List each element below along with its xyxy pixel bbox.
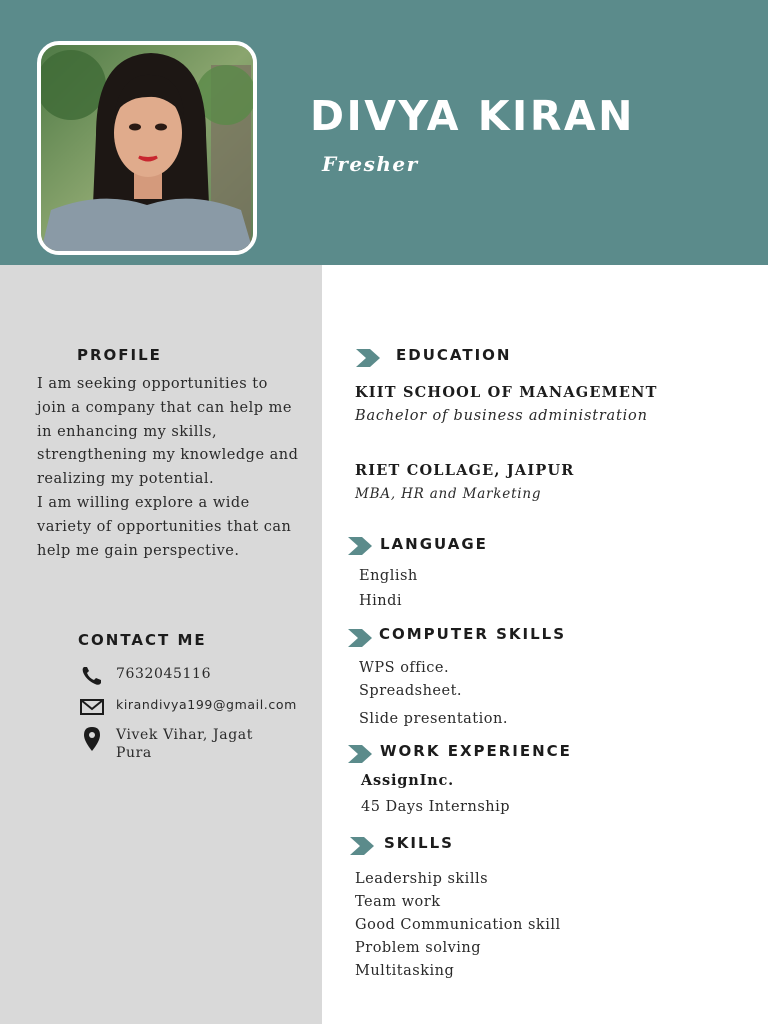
profile-line: help me gain perspective. [37,542,240,559]
work-experience-heading: WORK EXPERIENCE [380,742,572,760]
skill-item: Team work [355,894,441,910]
profile-line: realizing my potential. [37,471,215,488]
education-heading: EDUCATION [396,346,512,364]
education-degree: MBA, HR and Marketing [355,486,542,502]
chevron-right-icon [348,629,374,647]
profile-photo [37,41,257,255]
address [116,726,253,762]
skill-item: Leadership skills [355,871,489,887]
mail-icon [80,696,104,718]
language-heading: LANGUAGE [380,535,488,553]
profile-line: in enhancing my skills, [37,423,218,440]
chevron-right-icon [356,349,382,367]
language-item: Hindi [359,593,403,609]
contact-email [80,696,297,718]
language-item: English [359,568,418,584]
address-line: Vivek Vihar, Jagat [116,727,253,743]
education-school: RIET COLLAGE, JAIPUR [355,462,575,479]
phone-number[interactable]: 7632045116 [116,666,212,682]
education-degree: Bachelor of business administration [355,408,648,424]
computer-skill-item: Spreadsheet. [359,683,463,699]
contact-heading: CONTACT ME [78,631,207,649]
phone-icon [80,665,104,687]
computer-skill-item: WPS office. [359,660,450,676]
skill-item: Problem solving [355,940,482,956]
email-address[interactable]: kirandivya199@gmail.com [116,697,297,712]
chevron-right-icon [348,745,374,763]
profile-line: variety of opportunities that can [37,518,292,535]
computer-skills-heading: COMPUTER SKILLS [379,625,567,643]
computer-skill-item: Slide presentation. [359,711,508,727]
education-school: KIIT SCHOOL OF MANAGEMENT [355,384,658,401]
profile-line: strengthening my knowledge and [37,447,299,464]
contact-phone [80,665,211,687]
candidate-name: DIVYA KIRAN [310,92,635,140]
skill-item: Multitasking [355,963,455,979]
contact-address [80,726,253,762]
chevron-right-icon [348,537,374,555]
profile-text [37,373,315,563]
chevron-right-icon [350,837,376,855]
work-detail: 45 Days Internship [361,799,511,815]
profile-line: I am seeking opportunities to [37,376,268,392]
profile-line: I am willing explore a wide [37,494,250,511]
candidate-role: Fresher [322,152,419,176]
skills-heading: SKILLS [384,834,454,852]
profile-line: join a company that can help me [37,399,292,416]
skill-item: Good Communication skill [355,917,561,933]
address-line: Pura [116,745,152,761]
profile-heading: PROFILE [77,346,162,364]
work-company: AssignInc. [361,772,454,789]
location-pin-icon [80,726,104,752]
